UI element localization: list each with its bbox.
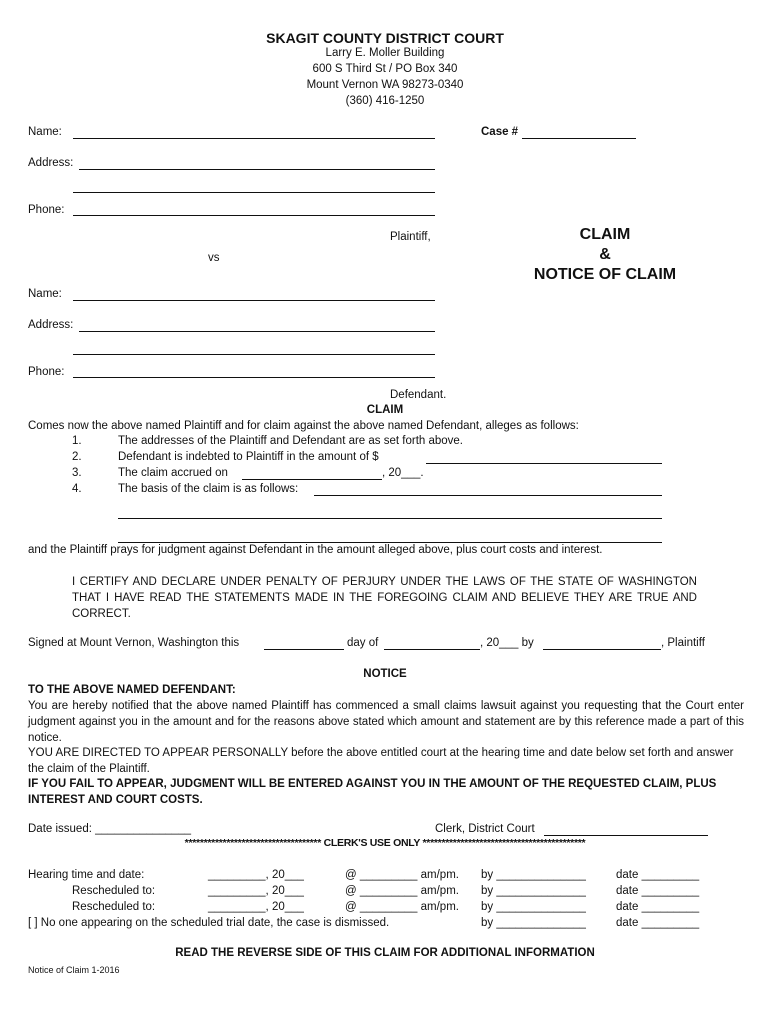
amount-field[interactable] xyxy=(426,463,662,464)
defendant-role: Defendant. xyxy=(390,389,447,401)
certify-statement: I CERTIFY AND DECLARE UNDER PENALTY OF PERJURY UNDER THE LAWS OF THE STATE OF WASHINGTON THAT I HAVE READ THE STATEMENTS MADE IN THE FOREGOING CLAIM AND BELIEVE THEY ARE TRUE AND CORRECT. xyxy=(72,576,697,620)
no-one-appearing[interactable]: [ ] No one appearing on the scheduled trial date, the case is dismissed. xyxy=(28,917,390,929)
plaintiff-phone-field[interactable] xyxy=(73,215,435,216)
signed-by-field[interactable] xyxy=(543,649,661,650)
plaintiff-address-field-1[interactable] xyxy=(79,169,435,170)
reschedule-date: _________, 20___ xyxy=(208,885,304,897)
accrued-date-field[interactable] xyxy=(242,479,382,480)
claim-item-num: 2. xyxy=(72,451,82,463)
reschedule-time: @ _________ am/pm. xyxy=(345,885,459,897)
plaintiff-name-label: Name: xyxy=(28,126,62,138)
hearing-by: by ______________ xyxy=(481,869,586,881)
notice-para-1: You are hereby notified that the above named Plaintiff has commenced a small claims lawsuit against you requesting that the Court enter judgment against you in the amount and for the reasons above stated which amount and statement are by this reference made a part of this notice. xyxy=(28,700,744,744)
claim-prays: and the Plaintiff prays for judgment against Defendant in the amount alleged above, plus court costs and interest. xyxy=(28,544,603,556)
clerk-use-only: ************************************ CLERK'S USE ONLY ******************************************* xyxy=(184,837,586,849)
notice-heading: NOTICE xyxy=(363,668,407,680)
versus-text: vs xyxy=(208,252,220,264)
defendant-name-label: Name: xyxy=(28,288,62,300)
date-issued: Date issued: _______________ xyxy=(28,823,192,835)
plaintiff-name-field[interactable] xyxy=(73,138,435,139)
hearing-label: Hearing time and date: xyxy=(28,869,145,881)
hearing-entry-date: date _________ xyxy=(616,869,700,881)
accrued-year: , 20___. xyxy=(382,467,424,479)
defendant-address-field-2[interactable] xyxy=(73,354,435,355)
reverse-side-note: READ THE REVERSE SIDE OF THIS CLAIM FOR ADDITIONAL INFORMATION xyxy=(175,947,595,959)
reschedule-time: @ _________ am/pm. xyxy=(345,901,459,913)
dismiss-date: date _________ xyxy=(616,917,700,929)
signed-prefix: Signed at Mount Vernon, Washington this xyxy=(28,637,240,649)
claim-item-text: The addresses of the Plaintiff and Defendant are as set forth above. xyxy=(118,435,464,447)
plaintiff-role: Plaintiff, xyxy=(390,231,431,243)
defendant-address-field-1[interactable] xyxy=(79,331,435,332)
reschedule-label: Rescheduled to: xyxy=(72,885,156,897)
reschedule-by: by ______________ xyxy=(481,901,586,913)
title-claim: CLAIM xyxy=(579,226,631,243)
notice-para-3: IF YOU FAIL TO APPEAR, JUDGMENT WILL BE ENTERED AGAINST YOU IN THE AMOUNT OF THE REQUESTED CLAIM, PLUS INTEREST AND COURT COSTS. xyxy=(28,778,717,806)
plaintiff-address-label: Address: xyxy=(28,157,74,169)
notice-to: TO THE ABOVE NAMED DEFENDANT: xyxy=(28,684,236,696)
basis-field-3[interactable] xyxy=(118,542,662,543)
basis-field-2[interactable] xyxy=(118,518,662,519)
defendant-name-field[interactable] xyxy=(73,300,435,301)
claim-heading: CLAIM xyxy=(366,404,404,416)
dismiss-by: by ______________ xyxy=(481,917,586,929)
case-label: Case # xyxy=(481,126,519,138)
court-building: Larry E. Moller Building xyxy=(325,47,445,59)
clerk-signature-field[interactable] xyxy=(544,835,708,836)
reschedule-date: _________, 20___ xyxy=(208,901,304,913)
form-footer: Notice of Claim 1-2016 xyxy=(28,965,120,975)
plaintiff-address-field-2[interactable] xyxy=(73,192,435,193)
signed-day-of: day of xyxy=(347,637,379,649)
court-street: 600 S Third St / PO Box 340 xyxy=(312,63,458,75)
claim-item-num: 1. xyxy=(72,435,82,447)
court-phone: (360) 416-1250 xyxy=(345,95,425,107)
reschedule-label: Rescheduled to: xyxy=(72,901,156,913)
claim-item-text: Defendant is indebted to Plaintiff in the amount of $ xyxy=(118,451,379,463)
case-number-field[interactable] xyxy=(522,138,636,139)
signed-day-field[interactable] xyxy=(264,649,344,650)
claim-item-text: The basis of the claim is as follows: xyxy=(118,483,299,495)
title-ampersand: & xyxy=(599,246,611,263)
defendant-phone-field[interactable] xyxy=(73,377,435,378)
defendant-address-label: Address: xyxy=(28,319,74,331)
notice-para-2: YOU ARE DIRECTED TO APPEAR PERSONALLY before the above entitled court at the hearing time and date below set forth and answer the claim of the Plaintiff. xyxy=(28,747,734,775)
hearing-time: @ _________ am/pm. xyxy=(345,869,459,881)
signed-suffix: , Plaintiff xyxy=(661,637,705,649)
claim-item-text: The claim accrued on xyxy=(118,467,228,479)
basis-field-1[interactable] xyxy=(314,495,662,496)
signed-year: , 20___ by xyxy=(480,637,534,649)
signed-month-field[interactable] xyxy=(384,649,480,650)
claim-intro: Comes now the above named Plaintiff and for claim against the above named Defendant, alleges as follows: xyxy=(28,420,579,432)
title-notice: NOTICE OF CLAIM xyxy=(533,266,677,283)
hearing-date: _________, 20___ xyxy=(208,869,304,881)
court-city: Mount Vernon WA 98273-0340 xyxy=(306,79,464,91)
claim-item-num: 4. xyxy=(72,483,82,495)
claim-item-num: 3. xyxy=(72,467,82,479)
reschedule-entry-date: date _________ xyxy=(616,901,700,913)
clerk-label: Clerk, District Court xyxy=(435,823,535,835)
plaintiff-phone-label: Phone: xyxy=(28,204,65,216)
defendant-phone-label: Phone: xyxy=(28,366,65,378)
reschedule-by: by ______________ xyxy=(481,885,586,897)
court-name: SKAGIT COUNTY DISTRICT COURT xyxy=(266,30,504,46)
reschedule-entry-date: date _________ xyxy=(616,885,700,897)
